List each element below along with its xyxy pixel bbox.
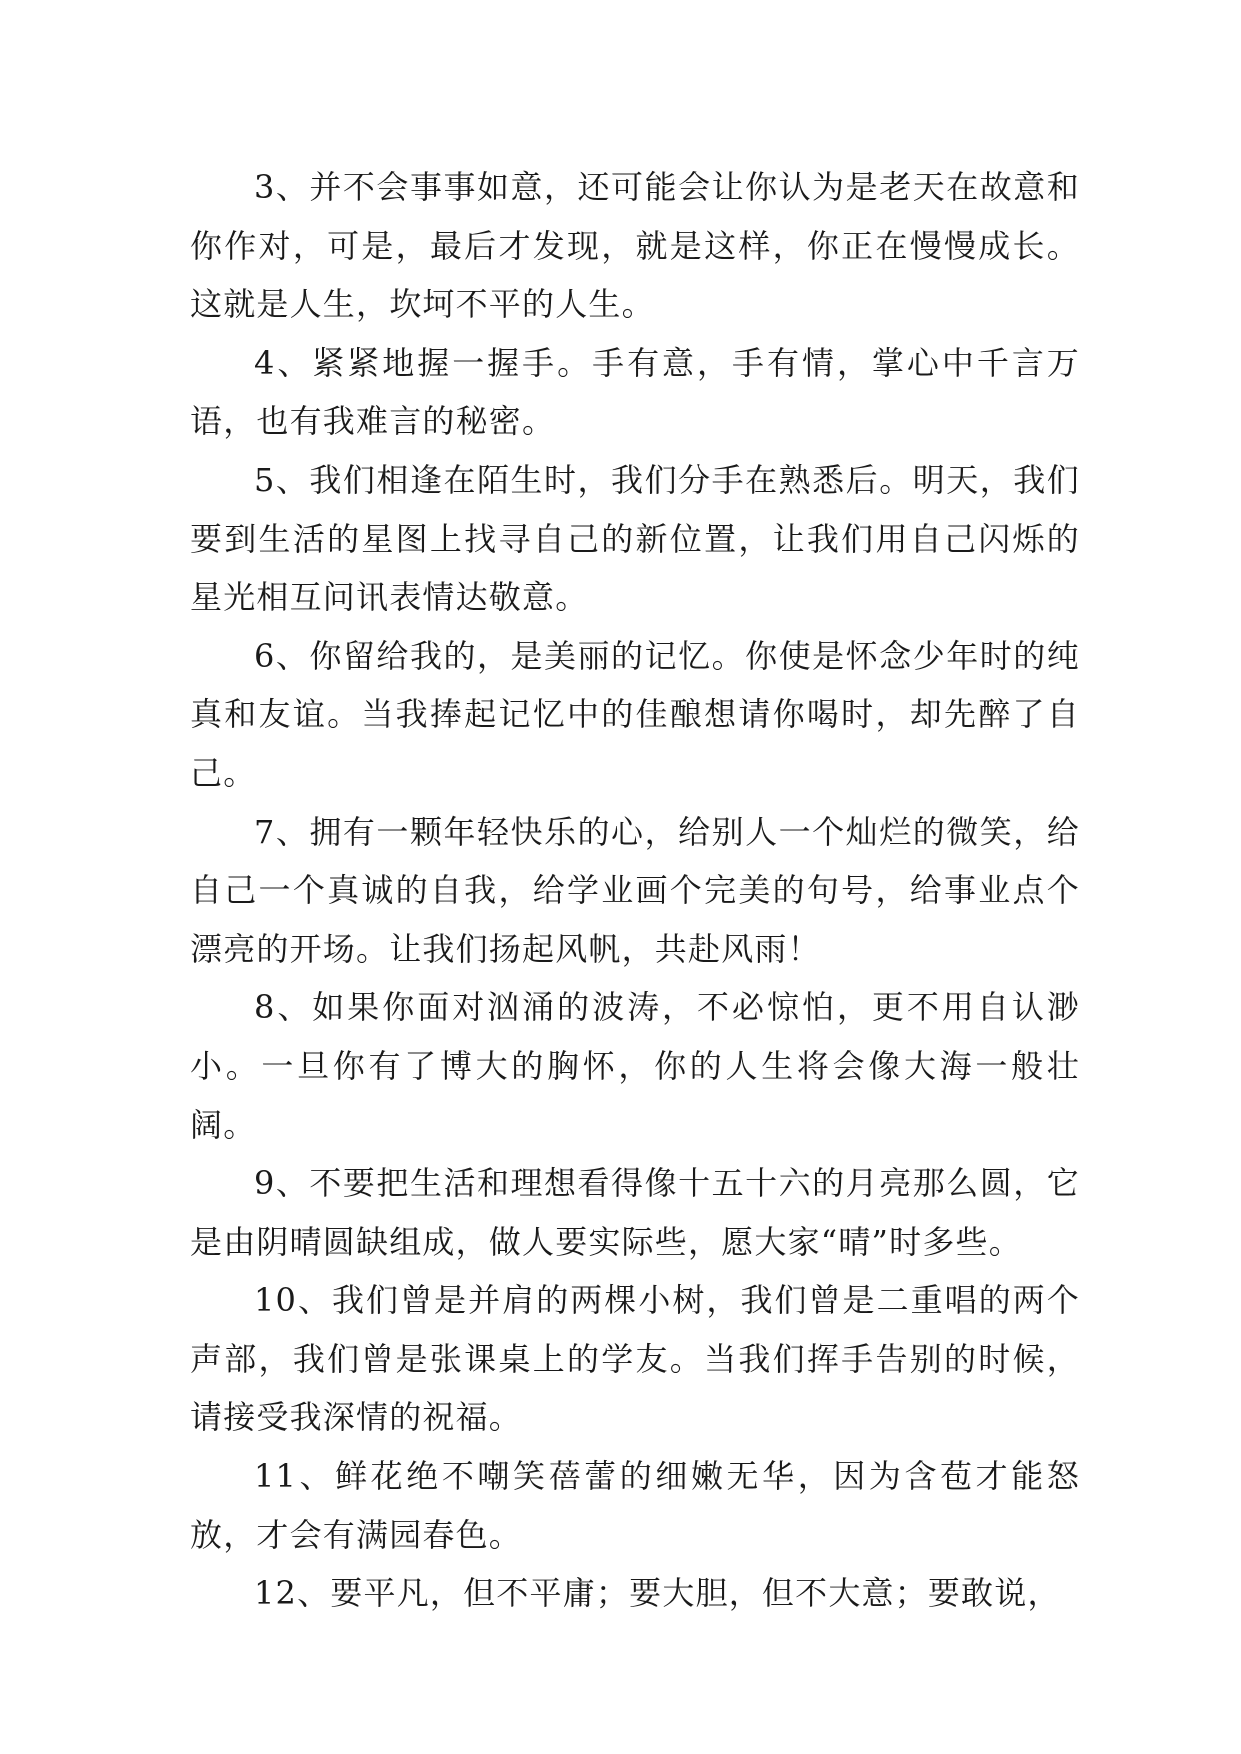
paragraph-8: 8、如果你面对汹涌的波涛，不必惊怕，更不用自认渺小。一旦你有了博大的胸怀，你的人生将会像大海一般壮阔。 xyxy=(190,988,1080,1144)
document-body xyxy=(190,158,1080,1623)
paragraph-3: 3、并不会事事如意，还可能会让你认为是老天在故意和你作对，可是，最后才发现，就是这样，你正在慢慢成长。这就是人生，坎坷不平的人生。 xyxy=(190,168,1080,324)
paragraph-5: 5、我们相逢在陌生时，我们分手在熟悉后。明天，我们要到生活的星图上找寻自己的新位置，让我们用自己闪烁的星光相互问讯表情达敬意。 xyxy=(190,460,1080,617)
paragraph-6: 6、你留给我的，是美丽的记忆。你使是怀念少年时的纯真和友谊。当我捧起记忆中的佳酿想请你喝时，却先醉了自己。 xyxy=(190,636,1080,792)
paragraph-11: 11、鲜花绝不嘲笑蓓蕾的细嫩无华，因为含苞才能怒放，才会有满园春色。 xyxy=(190,1457,1080,1554)
paragraph-4: 4、紧紧地握一握手。手有意，手有情，掌心中千言万语，也有我难言的秘密。 xyxy=(190,343,1080,441)
paragraph-12: 12、要平凡，但不平庸；要大胆，但不大意；要敢说， xyxy=(254,1574,1061,1613)
paragraph-9: 9、不要把生活和理想看得像十五十六的月亮那么圆，它是由阴晴圆缺组成，做人要实际些，愿大家“晴”时多些。 xyxy=(190,1164,1080,1261)
paragraph-10: 10、我们曾是并肩的两棵小树，我们曾是二重唱的两个声部，我们曾是张课桌上的学友。当我们挥手告别的时候，请接受我深情的祝福。 xyxy=(190,1281,1080,1437)
paragraph-7: 7、拥有一颗年轻快乐的心，给别人一个灿烂的微笑，给自己一个真诚的自我，给学业画个完美的句号，给事业点个漂亮的开场。让我们扬起风帆，共赴风雨！ xyxy=(190,812,1080,968)
